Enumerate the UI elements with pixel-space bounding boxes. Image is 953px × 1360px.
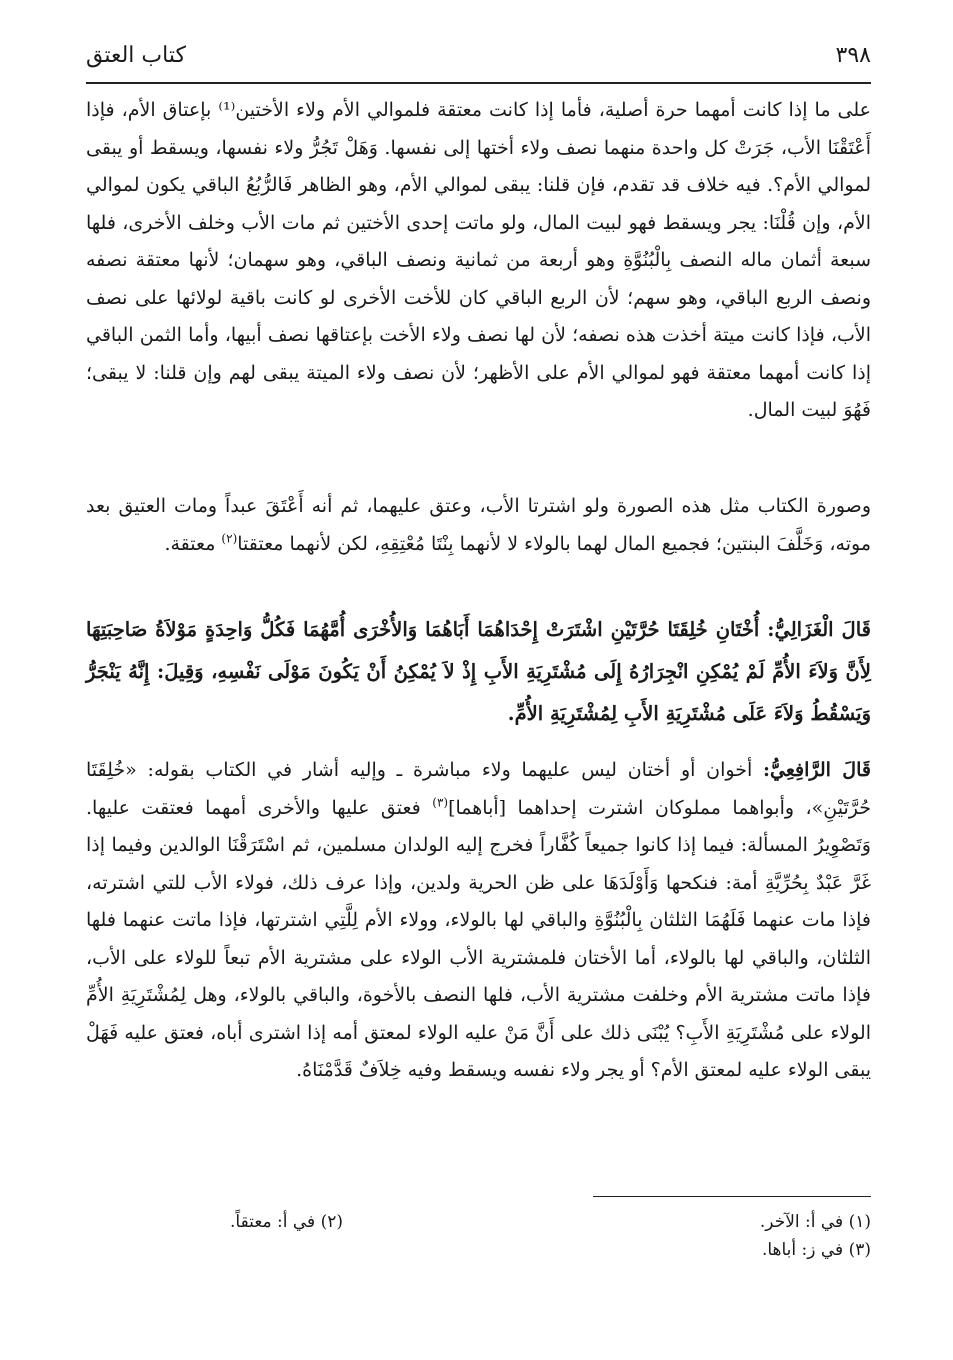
rafii-text-a: أخوان أو أختان ليس عليهما ولاء مباشرة ـ وإليه أشار في الكتاب بقوله: «خُلِقَتَا حُرَّتَيْنِ»، وأبواهما مملوكان اشترت إحداهما [أباهما] [86, 759, 872, 819]
footnote-divider [593, 1196, 871, 1197]
page-number: ٣٩٨ [835, 42, 871, 68]
header-divider [86, 82, 871, 84]
footnote-3: (٣) في ز: أباها. [761, 1240, 871, 1260]
footnote-row-2 [230, 1236, 871, 1264]
ghazali-lead: قَالَ الْغَزَالِيُّ: [767, 618, 871, 641]
footnote-2: (٢) في أ: معتقاً. [230, 1212, 343, 1232]
footnote-row-1 [230, 1208, 871, 1236]
footnote-1: (١) في أ: الآخر. [759, 1212, 871, 1232]
paragraph-4-text [86, 752, 871, 1090]
paragraph-4-rafii [86, 752, 871, 1090]
paragraph-2-text [86, 488, 871, 563]
footnote-ref-3: (٣) [432, 795, 449, 810]
rafii-text-b: فعتق عليها والأخرى أمهما فعتقت عليها. وَتَصْوِيرُ المسألة: فيما إذا كانوا جميعاً كُفَّاراً فخرج إليه الولدان مسلمين، ثم اسْتَرَقْنَا الوالدين وفيما إذا غَرَّ عَبْدٌ بِحُرِّيَّةِ أمة: فنكحها وَأَوْلَدَهَا على ظن الحرية ولدين، وإذا عرف ذلك، فولاء الأب للتي اشترته، فإذا مات عنهما فَلَهُمَا الثلثان بِالْبُنُوَّةِ والباقي لها بالولاء، وولاء الأم لِلَّتِي اشترتها، فإذا ماتت عنهما فلها الثلثان، والباقي لها بالولاء، أما الأختان فلمشترية الأب الولاء على مشترية الأم تبعاً للولاء على الأب، فإذا ماتت مشترية الأم وخلفت مشترية الأب، فلها النصف بالأخوة، والباقي بالولاء، وهل لِمُشْتَرِيَةِ الأُمِّ الولاء على مُشْتَرِيَةِ الأَبِ؟ يُبْنَى ذلك على أَنَّ مَنْ عليه الولاء لمعتق أمه إذا اشترى أباه، فعتق عليه فَهَلْ يبقى الولاء عليه لمعتق الأم؟ أو يجر ولاء نفسه ويسقط وفيه خِلاَفٌ قَدَّمْنَاهُ. [86, 796, 871, 1081]
rafii-lead: قَالَ الرَّافِعِيُّ: [763, 759, 871, 781]
paragraph-1-text: على ما إذا كانت أمهما حرة أصلية، فأما إذا كانت معتقة فلموالي الأم ولاء الأختين⁽¹⁾ بإعتاق الأم، فإذا أَعْتَقْنَا الأب، جَرَتْ كل واحدة منهما نصف ولاء أختها إلى نفسها. وَهَلْ تَجُرُّ ولاء نفسها، ويسقط أو يبقى لموالي الأم؟. فيه خلاف قد تقدم، فإن قلنا: يبقى لموالي الأم، وهو الظاهر فَالرُّبُعُ الباقي يكون لموالي الأم، وإن قُلْنَا: يجر ويسقط فهو لبيت المال، ولو ماتت إحدى الأختين ثم مات الأب وخلف الأخرى، فلها سبعة أثمان ماله النصف بِالْبُنُوَّةِ وهو أربعة من ثمانية ونصف الباقي، وهو سهمان؛ لأنها معتقة نصفه ونصف الربع الباقي، وهو سهم؛ لأن الربع الباقي كان للأخت الأخرى لو كانت باقية لولائها على نصف الأب، فإذا كانت ميتة أخذت هذه نصفه؛ لأن لها نصف ولاء الأخت بإعتاقها نصف أبيها، وأما الثمن الباقي إذا كانت أمهما معتقة فهو لموالي الأم على الأظهر؛ لأن نصف ولاء الميتة يبقى لهم وإن قلنا: لا يبقى؛ فَهُوَ لبيت المال. [86, 99, 872, 421]
paragraph-1 [86, 92, 871, 430]
paragraph-2-text-b: معتقة. [164, 532, 216, 555]
footnotes [230, 1208, 871, 1264]
ghazali-text: أُخْتَانِ خُلِقَتَا حُرَّتَيْنِ اشْتَرَتْ إِحْدَاهُمَا أَبَاهُمَا وَالأُخْرَى أُمَّهُمَا فَكُلُّ وَاحِدَةٍ مَوْلاَةُ صَاحِبَتِهَا لِأَنَّ وَلاَءَ الأُمِّ لَمْ يُمْكِنِ انْجِرَارُهُ إِلَى مُشْتَرِيَةِ الأَبِ إِذْ لاَ يُمْكِنُ أَنْ يَكُونَ مَوْلَى نَفْسِهِ، وَقِيلَ: إِنَّهُ يَنْجَرُّ وَيَسْقُطُ وَلاَءَ عَلَى مُشْتَرِيَةِ الأَبِ لِمُشْتَرِيَةِ الأُمِّ. [86, 618, 871, 725]
paragraph-2 [86, 488, 871, 563]
chapter-title: كتاب العتق [86, 42, 186, 68]
footnote-ref-2: (٢) [221, 531, 238, 546]
page-header [86, 30, 871, 80]
paragraph-2-text-a: وصورة الكتاب مثل هذه الصورة ولو اشترتا الأب، وعتق عليهما، ثم أنه أَعْتَقَ عبداً ومات العتيق بعد موته، وَخَلَّفَ البنتين؛ فجميع المال لهما بالولاء لا لأنهما بِنْتَا مُعْتِقِهِ، لكن لأنهما معتقتا [86, 495, 871, 555]
paragraph-3-text [86, 609, 871, 735]
paragraph-3-ghazali [86, 609, 871, 735]
